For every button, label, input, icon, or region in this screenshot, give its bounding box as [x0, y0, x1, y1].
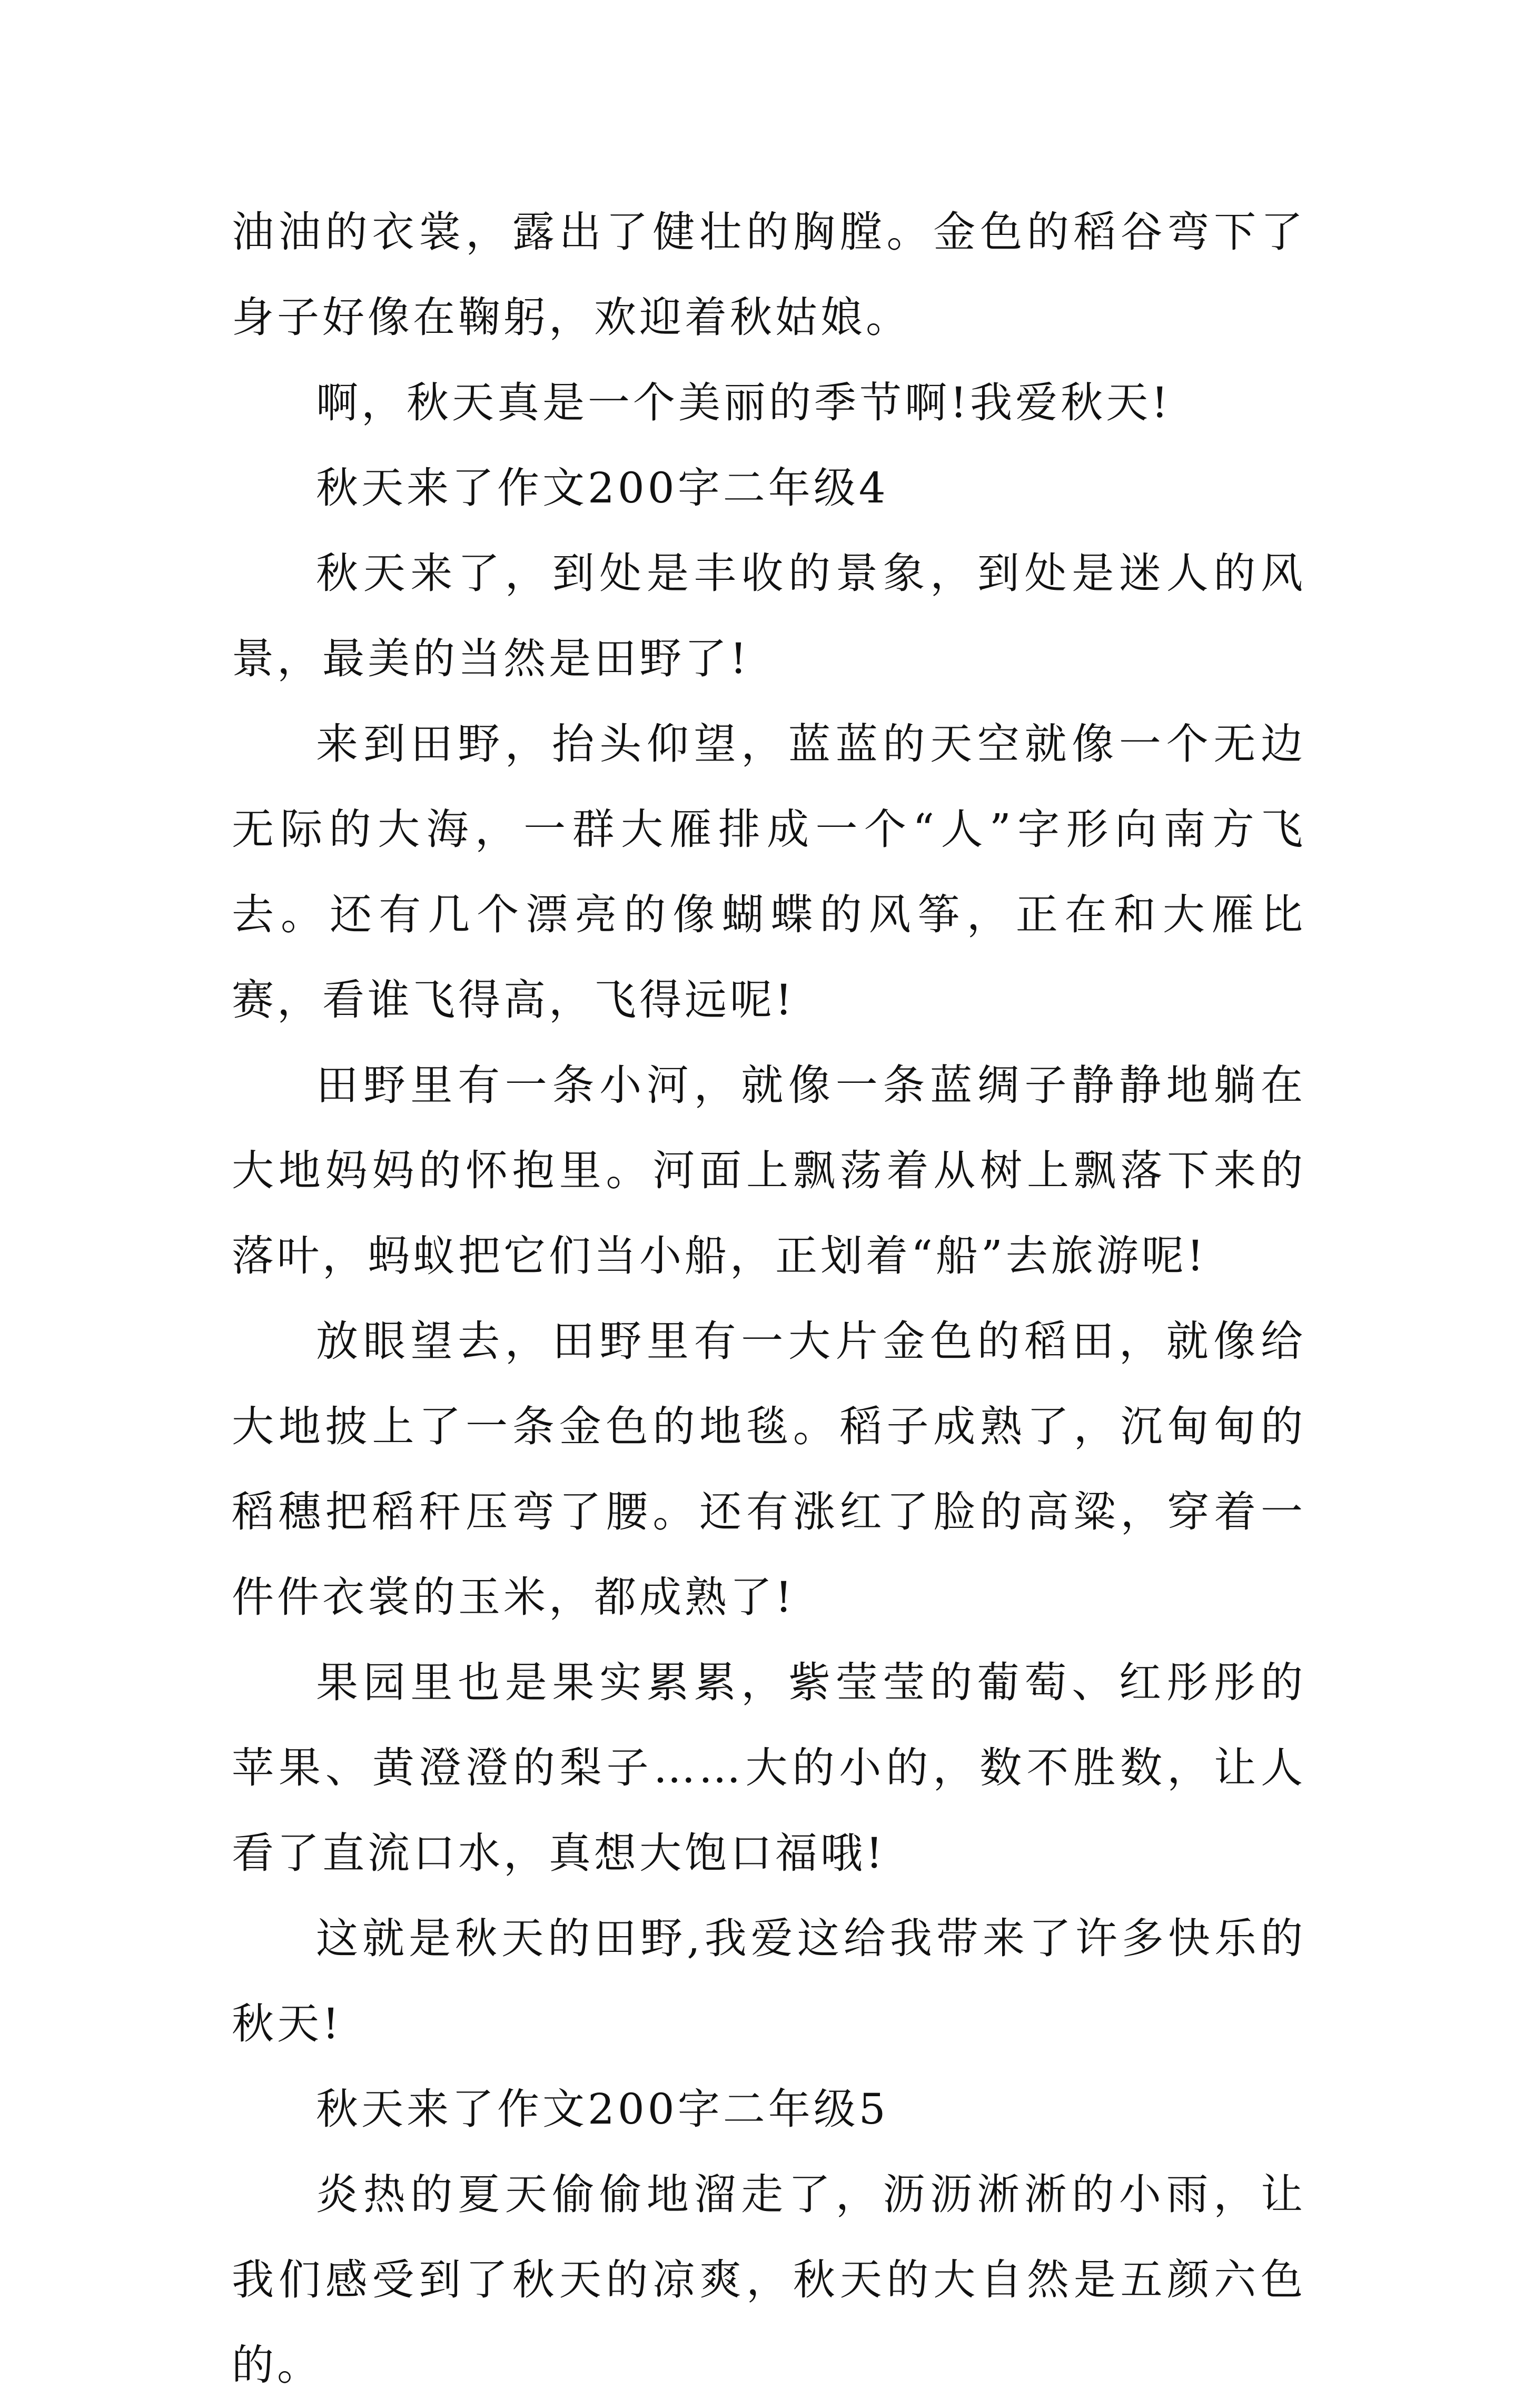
paragraph-1: 油油的衣裳，露出了健壮的胸膛。金色的稻谷弯下了身子好像在鞠躬，欢迎着秋姑娘。: [232, 208, 1306, 342]
paragraph-6: 放眼望去，田野里有一大片金色的稻田，就像给大地披上了一条金色的地毯。稻子成熟了，沉甸甸的稻穗把稻秆压弯了腰。还有涨红了脸的高粱，穿着一件件衣裳的玉米，都成熟了!: [232, 1317, 1306, 1622]
document-body: [232, 190, 1306, 2408]
paragraph-7: 果园里也是果实累累，紫莹莹的葡萄、红彤彤的苹果、黄澄澄的梨子……大的小的，数不胜数，让人看了直流口水，真想大饱口福哦!: [232, 1658, 1306, 1878]
paragraph-9: 炎热的夏天偷偷地溜走了，沥沥淅淅的小雨，让我们感受到了秋天的凉爽，秋天的大自然是五颜六色的。: [232, 2170, 1306, 2390]
paragraph-5: 田野里有一条小河，就像一条蓝绸子静静地躺在大地妈妈的怀抱里。河面上飘荡着从树上飘落下来的落叶，蚂蚁把它们当小船，正划着“船”去旅游呢!: [232, 1061, 1306, 1280]
paragraph-2: 啊，秋天真是一个美丽的季节啊!我爱秋天!: [316, 378, 1172, 427]
paragraph-4: 来到田野，抬头仰望，蓝蓝的天空就像一个无边无际的大海，一群大雁排成一个“人”字形向南方飞去。还有几个漂亮的像蝴蝶的风筝，正在和大雁比赛，看谁飞得高，飞得远呢!: [232, 719, 1306, 1024]
section-heading-4: 秋天来了作文200字二年级4: [316, 463, 889, 512]
paragraph-8: 这就是秋天的田野,我爱这给我带来了许多快乐的秋天!: [232, 1914, 1306, 2048]
paragraph-3: 秋天来了，到处是丰收的景象，到处是迷人的风景，最美的当然是田野了!: [232, 549, 1306, 683]
section-heading-5: 秋天来了作文200字二年级5: [316, 2085, 889, 2134]
